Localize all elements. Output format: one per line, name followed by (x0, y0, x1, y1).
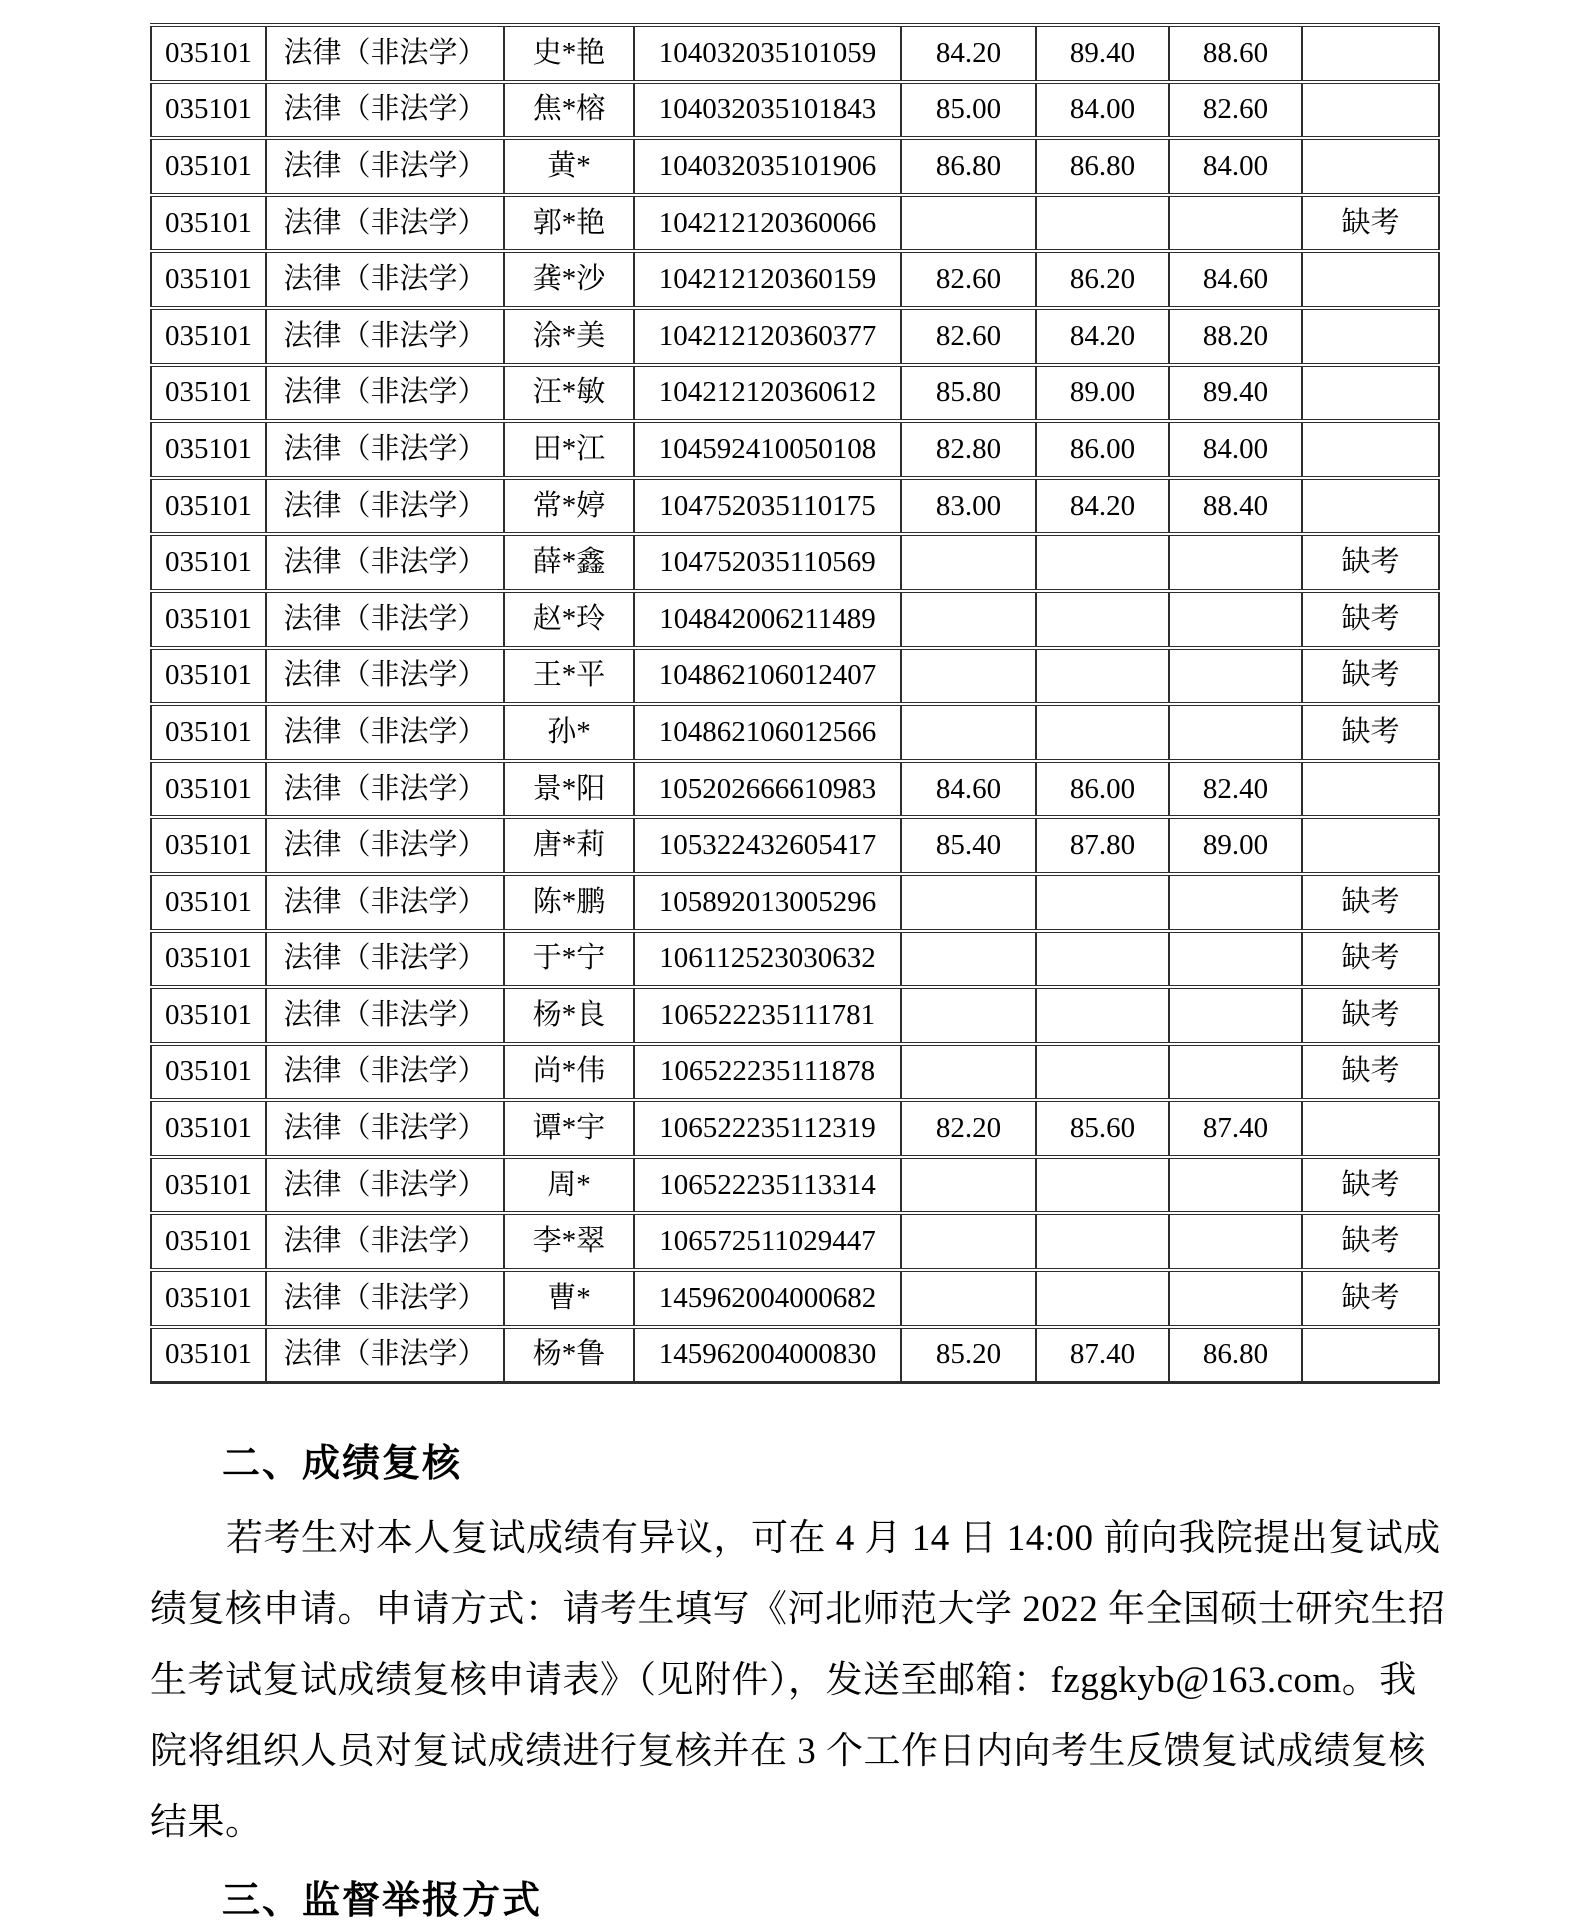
cell-score-1 (901, 1044, 1036, 1101)
cell-score-3: 82.60 (1169, 82, 1302, 139)
paragraph-line: 若考生对本人复试成绩有异议，可在 4 月 14 日 14:00 前向我院提出复试成 (226, 1518, 1441, 1559)
cell-score-1 (901, 1213, 1036, 1270)
cell-major-name: 法律（非法学） (266, 195, 504, 252)
table-row (151, 761, 1439, 818)
cell-score-1 (901, 534, 1036, 591)
cell-major-name: 法律（非法学） (266, 931, 504, 988)
cell-score-1 (901, 931, 1036, 988)
table-row (151, 1327, 1439, 1383)
cell-remark (1302, 82, 1439, 139)
cell-student-name: 谭*宇 (504, 1100, 634, 1157)
cell-major-code: 035101 (151, 308, 266, 365)
cell-score-3: 84.00 (1169, 421, 1302, 478)
cell-student-name: 汪*敏 (504, 365, 634, 422)
cell-major-code: 035101 (151, 138, 266, 195)
cell-major-name: 法律（非法学） (266, 365, 504, 422)
cell-exam-number: 106112523030632 (634, 931, 901, 988)
cell-score-2: 89.40 (1036, 25, 1169, 82)
cell-major-name: 法律（非法学） (266, 761, 504, 818)
table-row (151, 138, 1439, 195)
cell-score-2 (1036, 648, 1169, 705)
cell-major-name: 法律（非法学） (266, 421, 504, 478)
cell-major-code: 035101 (151, 1044, 266, 1101)
section-heading-score-review: 二、成绩复核 (222, 1443, 463, 1485)
score-table (150, 23, 1440, 1384)
table-row (151, 421, 1439, 478)
cell-remark (1302, 365, 1439, 422)
cell-score-1 (901, 1157, 1036, 1214)
cell-major-code: 035101 (151, 1270, 266, 1327)
cell-score-3: 82.40 (1169, 761, 1302, 818)
cell-exam-number: 104842006211489 (634, 591, 901, 648)
paragraph-line: 生考试复试成绩复核申请表》（见附件），发送至邮箱：fzggkyb@163.com。我 (150, 1660, 1417, 1701)
cell-exam-number: 104752035110175 (634, 478, 901, 535)
cell-major-name: 法律（非法学） (266, 138, 504, 195)
cell-student-name: 赵*玲 (504, 591, 634, 648)
cell-score-1: 84.20 (901, 25, 1036, 82)
cell-score-3 (1169, 874, 1302, 931)
cell-remark: 缺考 (1302, 704, 1439, 761)
cell-score-3: 89.40 (1169, 365, 1302, 422)
cell-student-name: 周* (504, 1157, 634, 1214)
cell-remark: 缺考 (1302, 195, 1439, 252)
cell-exam-number: 104032035101059 (634, 25, 901, 82)
cell-major-code: 035101 (151, 421, 266, 478)
table-row (151, 874, 1439, 931)
cell-student-name: 郭*艳 (504, 195, 634, 252)
cell-remark: 缺考 (1302, 987, 1439, 1044)
cell-exam-number: 145962004000682 (634, 1270, 901, 1327)
section-heading-supervision-report: 三、监督举报方式 (222, 1880, 543, 1922)
cell-score-1: 86.80 (901, 138, 1036, 195)
cell-remark (1302, 478, 1439, 535)
table-row (151, 1157, 1439, 1214)
cell-score-1: 82.20 (901, 1100, 1036, 1157)
cell-exam-number: 105202666610983 (634, 761, 901, 818)
cell-major-code: 035101 (151, 591, 266, 648)
cell-remark (1302, 308, 1439, 365)
cell-student-name: 王*平 (504, 648, 634, 705)
cell-exam-number: 106572511029447 (634, 1213, 901, 1270)
cell-remark (1302, 251, 1439, 308)
cell-major-name: 法律（非法学） (266, 82, 504, 139)
table-row (151, 1044, 1439, 1101)
cell-score-3: 88.20 (1169, 308, 1302, 365)
cell-major-code: 035101 (151, 534, 266, 591)
cell-exam-number: 104212120360159 (634, 251, 901, 308)
cell-score-2 (1036, 874, 1169, 931)
table-row (151, 704, 1439, 761)
cell-major-name: 法律（非法学） (266, 25, 504, 82)
cell-score-3: 87.40 (1169, 1100, 1302, 1157)
cell-exam-number: 106522235113314 (634, 1157, 901, 1214)
cell-remark (1302, 1327, 1439, 1383)
cell-score-1 (901, 195, 1036, 252)
cell-major-name: 法律（非法学） (266, 1213, 504, 1270)
cell-remark: 缺考 (1302, 534, 1439, 591)
cell-major-code: 035101 (151, 761, 266, 818)
table-row (151, 987, 1439, 1044)
cell-score-2 (1036, 987, 1169, 1044)
cell-exam-number: 104212120360377 (634, 308, 901, 365)
cell-exam-number: 104862106012407 (634, 648, 901, 705)
cell-score-2: 85.60 (1036, 1100, 1169, 1157)
table-row (151, 1213, 1439, 1270)
cell-score-2: 86.80 (1036, 138, 1169, 195)
cell-remark: 缺考 (1302, 648, 1439, 705)
cell-remark: 缺考 (1302, 1044, 1439, 1101)
cell-major-code: 035101 (151, 931, 266, 988)
cell-exam-number: 104752035110569 (634, 534, 901, 591)
cell-score-2: 89.00 (1036, 365, 1169, 422)
cell-major-code: 035101 (151, 817, 266, 874)
table-row (151, 25, 1439, 82)
cell-score-2: 84.20 (1036, 308, 1169, 365)
cell-remark: 缺考 (1302, 591, 1439, 648)
cell-score-1: 85.40 (901, 817, 1036, 874)
cell-score-3 (1169, 1270, 1302, 1327)
cell-exam-number: 104862106012566 (634, 704, 901, 761)
cell-score-1 (901, 1270, 1036, 1327)
cell-score-3 (1169, 1044, 1302, 1101)
cell-major-code: 035101 (151, 704, 266, 761)
cell-score-3 (1169, 648, 1302, 705)
cell-score-2: 84.20 (1036, 478, 1169, 535)
cell-major-code: 035101 (151, 1327, 266, 1383)
table-row (151, 308, 1439, 365)
score-table-body (151, 25, 1439, 1383)
cell-major-code: 035101 (151, 648, 266, 705)
cell-score-3 (1169, 195, 1302, 252)
cell-score-3 (1169, 534, 1302, 591)
cell-remark: 缺考 (1302, 874, 1439, 931)
cell-major-name: 法律（非法学） (266, 817, 504, 874)
cell-score-2 (1036, 534, 1169, 591)
cell-major-name: 法律（非法学） (266, 1327, 504, 1383)
cell-student-name: 唐*莉 (504, 817, 634, 874)
paragraph-line: 院将组织人员对复试成绩进行复核并在 3 个工作日内向考生反馈复试成绩复核 (150, 1731, 1426, 1772)
cell-score-2 (1036, 1044, 1169, 1101)
cell-score-2: 87.40 (1036, 1327, 1169, 1383)
cell-major-name: 法律（非法学） (266, 874, 504, 931)
cell-score-3: 88.40 (1169, 478, 1302, 535)
cell-exam-number: 106522235111781 (634, 987, 901, 1044)
cell-score-1: 82.60 (901, 251, 1036, 308)
cell-score-3: 89.00 (1169, 817, 1302, 874)
cell-student-name: 曹* (504, 1270, 634, 1327)
cell-major-code: 035101 (151, 82, 266, 139)
cell-exam-number: 104592410050108 (634, 421, 901, 478)
cell-student-name: 史*艳 (504, 25, 634, 82)
cell-student-name: 陈*鹏 (504, 874, 634, 931)
cell-remark (1302, 421, 1439, 478)
cell-major-code: 035101 (151, 251, 266, 308)
cell-student-name: 涂*美 (504, 308, 634, 365)
cell-exam-number: 105892013005296 (634, 874, 901, 931)
cell-remark (1302, 761, 1439, 818)
cell-score-1: 85.20 (901, 1327, 1036, 1383)
cell-score-3 (1169, 1157, 1302, 1214)
cell-score-2: 87.80 (1036, 817, 1169, 874)
cell-score-1: 85.00 (901, 82, 1036, 139)
cell-remark: 缺考 (1302, 931, 1439, 988)
cell-major-name: 法律（非法学） (266, 251, 504, 308)
cell-student-name: 景*阳 (504, 761, 634, 818)
cell-major-name: 法律（非法学） (266, 1270, 504, 1327)
cell-major-code: 035101 (151, 1213, 266, 1270)
cell-score-1: 83.00 (901, 478, 1036, 535)
cell-score-3 (1169, 1213, 1302, 1270)
cell-score-3: 84.60 (1169, 251, 1302, 308)
cell-score-2 (1036, 591, 1169, 648)
cell-major-name: 法律（非法学） (266, 648, 504, 705)
table-row (151, 365, 1439, 422)
table-row (151, 534, 1439, 591)
cell-score-3: 88.60 (1169, 25, 1302, 82)
cell-exam-number: 106522235112319 (634, 1100, 901, 1157)
cell-remark (1302, 138, 1439, 195)
cell-exam-number: 145962004000830 (634, 1327, 901, 1383)
cell-score-2: 86.00 (1036, 761, 1169, 818)
cell-student-name: 黄* (504, 138, 634, 195)
cell-major-name: 法律（非法学） (266, 591, 504, 648)
cell-score-3: 86.80 (1169, 1327, 1302, 1383)
cell-student-name: 孙* (504, 704, 634, 761)
cell-exam-number: 106522235111878 (634, 1044, 901, 1101)
cell-major-code: 035101 (151, 874, 266, 931)
cell-score-2: 84.00 (1036, 82, 1169, 139)
cell-major-code: 035101 (151, 25, 266, 82)
cell-remark (1302, 1100, 1439, 1157)
table-row (151, 648, 1439, 705)
cell-student-name: 龚*沙 (504, 251, 634, 308)
cell-major-code: 035101 (151, 365, 266, 422)
table-row (151, 1100, 1439, 1157)
cell-major-name: 法律（非法学） (266, 478, 504, 535)
cell-remark: 缺考 (1302, 1270, 1439, 1327)
table-row (151, 1270, 1439, 1327)
cell-score-1 (901, 591, 1036, 648)
cell-student-name: 田*江 (504, 421, 634, 478)
cell-major-code: 035101 (151, 1100, 266, 1157)
cell-score-2: 86.20 (1036, 251, 1169, 308)
table-row (151, 931, 1439, 988)
cell-major-code: 035101 (151, 987, 266, 1044)
cell-score-3 (1169, 931, 1302, 988)
cell-exam-number: 104212120360612 (634, 365, 901, 422)
cell-score-2 (1036, 195, 1169, 252)
cell-student-name: 尚*伟 (504, 1044, 634, 1101)
cell-score-1: 84.60 (901, 761, 1036, 818)
cell-major-name: 法律（非法学） (266, 534, 504, 591)
cell-remark: 缺考 (1302, 1213, 1439, 1270)
table-row (151, 478, 1439, 535)
cell-major-code: 035101 (151, 1157, 266, 1214)
cell-score-3 (1169, 987, 1302, 1044)
cell-score-2 (1036, 931, 1169, 988)
cell-score-1: 82.60 (901, 308, 1036, 365)
cell-score-1 (901, 987, 1036, 1044)
table-row (151, 817, 1439, 874)
table-row (151, 195, 1439, 252)
cell-exam-number: 105322432605417 (634, 817, 901, 874)
cell-exam-number: 104032035101843 (634, 82, 901, 139)
cell-major-name: 法律（非法学） (266, 1100, 504, 1157)
cell-score-3: 84.00 (1169, 138, 1302, 195)
cell-score-1 (901, 648, 1036, 705)
table-row (151, 251, 1439, 308)
cell-score-2 (1036, 1270, 1169, 1327)
cell-exam-number: 104032035101906 (634, 138, 901, 195)
cell-score-1 (901, 704, 1036, 761)
cell-major-code: 035101 (151, 195, 266, 252)
cell-remark: 缺考 (1302, 1157, 1439, 1214)
cell-major-name: 法律（非法学） (266, 308, 504, 365)
cell-score-2 (1036, 704, 1169, 761)
cell-major-name: 法律（非法学） (266, 1157, 504, 1214)
cell-remark (1302, 25, 1439, 82)
table-row (151, 82, 1439, 139)
table-row (151, 591, 1439, 648)
cell-student-name: 杨*良 (504, 987, 634, 1044)
cell-student-name: 李*翠 (504, 1213, 634, 1270)
cell-score-2 (1036, 1213, 1169, 1270)
cell-exam-number: 104212120360066 (634, 195, 901, 252)
paragraph-line: 绩复核申请。申请方式：请考生填写《河北师范大学 2022 年全国硕士研究生招 (150, 1589, 1446, 1630)
cell-score-2 (1036, 1157, 1169, 1214)
cell-score-1: 82.80 (901, 421, 1036, 478)
cell-score-1 (901, 874, 1036, 931)
cell-student-name: 于*宁 (504, 931, 634, 988)
cell-student-name: 杨*鲁 (504, 1327, 634, 1383)
cell-student-name: 常*婷 (504, 478, 634, 535)
cell-score-3 (1169, 704, 1302, 761)
cell-score-2: 86.00 (1036, 421, 1169, 478)
cell-major-name: 法律（非法学） (266, 1044, 504, 1101)
cell-major-name: 法律（非法学） (266, 987, 504, 1044)
paragraph-line: 结果。 (150, 1802, 263, 1843)
cell-student-name: 焦*榕 (504, 82, 634, 139)
cell-score-3 (1169, 591, 1302, 648)
cell-student-name: 薛*鑫 (504, 534, 634, 591)
cell-score-1: 85.80 (901, 365, 1036, 422)
cell-major-name: 法律（非法学） (266, 704, 504, 761)
cell-major-code: 035101 (151, 478, 266, 535)
cell-remark (1302, 817, 1439, 874)
